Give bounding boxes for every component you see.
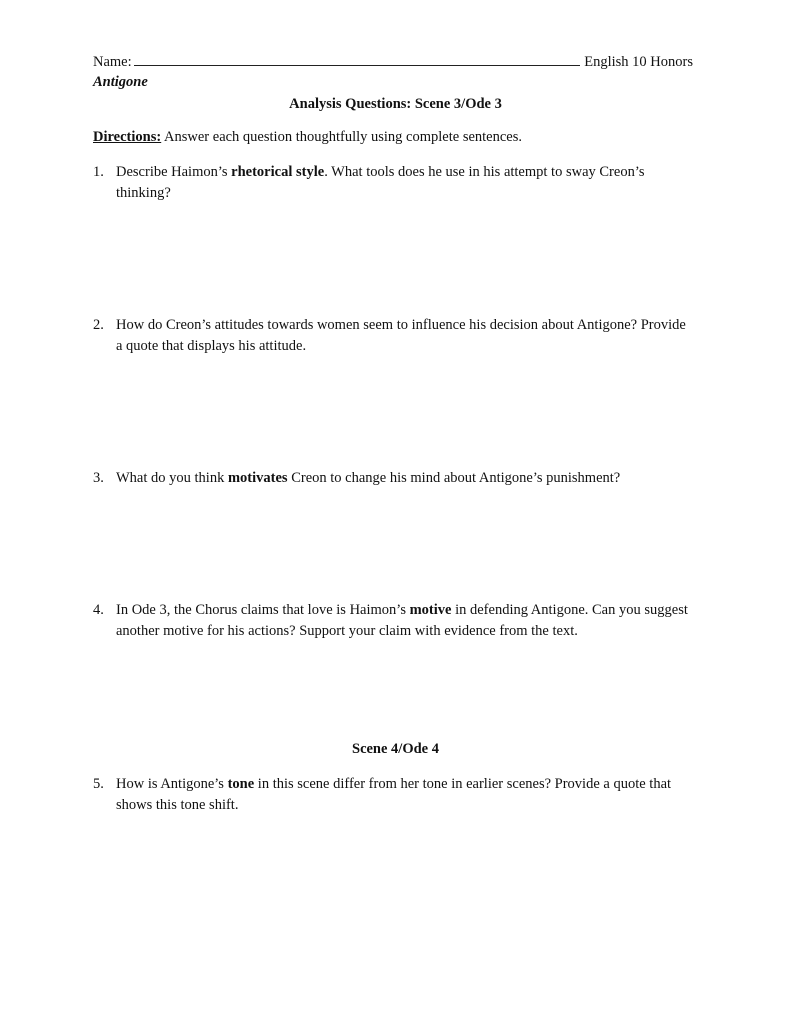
question-number: 1. <box>93 164 104 180</box>
question-3 <box>93 468 693 489</box>
section-heading-scene3: Analysis Questions: Scene 3/Ode 3 <box>289 96 502 112</box>
question-text: What do you think motivates Creon to change his mind about Antigone’s punishment? <box>116 470 621 486</box>
question-text: In Ode 3, the Chorus claims that love is Haimon’s motive in defending Antigone. Can you suggest another motive for his actions? Support your claim with evidence from the text. <box>116 602 688 639</box>
question-2 <box>93 315 693 357</box>
question-text: How is Antigone’s tone in this scene differ from her tone in earlier scenes? Provide a quote that shows this tone shift. <box>116 776 672 813</box>
question-number: 4. <box>93 602 104 618</box>
directions <box>93 129 522 146</box>
question-5 <box>93 774 693 816</box>
question-keyword: motivates <box>227 470 288 486</box>
course-label: English 10 Honors <box>584 54 693 70</box>
question-keyword: motive <box>409 602 452 618</box>
section-heading-scene4: Scene 4/Ode 4 <box>352 741 439 757</box>
name-line <box>93 51 693 71</box>
directions-text: Answer each question thoughtfully using complete sentences. <box>161 129 523 145</box>
name-label: Name: <box>93 54 132 70</box>
name-blank[interactable] <box>134 51 581 66</box>
question-number: 3. <box>93 470 104 486</box>
work-title: Antigone <box>93 74 148 90</box>
directions-label: Directions: <box>93 129 162 145</box>
question-text: How do Creon’s attitudes towards women seem to influence his decision about Antigone? Provide a quote that displays his attitude. <box>116 317 686 354</box>
question-1 <box>93 162 693 204</box>
question-keyword: rhetorical style <box>231 164 325 180</box>
question-text: Describe Haimon’s rhetorical style. What tools does he use in his attempt to sway Creon’s thinking? <box>116 164 645 201</box>
question-4 <box>93 600 693 642</box>
question-number: 5. <box>93 776 104 792</box>
question-number: 2. <box>93 317 104 333</box>
question-keyword: tone <box>227 776 255 792</box>
